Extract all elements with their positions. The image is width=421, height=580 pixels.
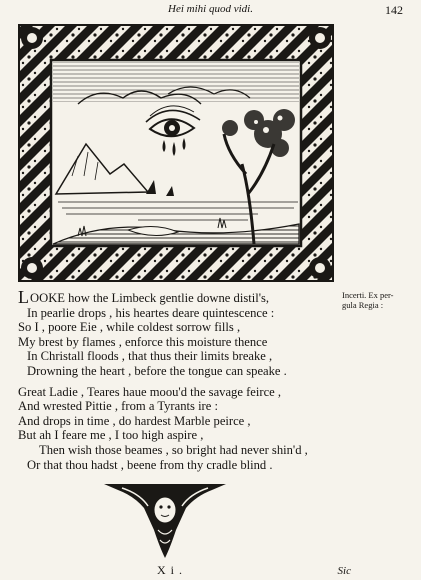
poem-line: My brest by flames , enforce this moisture thence [18, 334, 268, 349]
poem-line: But ah I feare me , I too high aspire , [18, 428, 204, 443]
poem-line: In Christall floods , that thus their limits breake , [27, 349, 273, 364]
marginal-note [342, 290, 412, 310]
marginal-note-line: gula Regia : [342, 300, 384, 310]
poem-line: Great Ladie , Teares haue moou'd the savage feirce , [18, 384, 282, 399]
running-title: Hei mihi quod vidi. [168, 3, 253, 15]
woodcut-weeping-eye-illustration [18, 24, 334, 282]
poem-line [18, 287, 338, 307]
emblem-woodcut [18, 24, 334, 282]
ornamental-tailpiece-icon [100, 478, 230, 560]
poem-line: So I , poore Eie , while coldest sorrow fills , [18, 320, 241, 335]
drop-capital: L [18, 287, 29, 307]
poem-line: Or that thou hadst , beene from thy cradle blind . [27, 457, 273, 472]
poem-line: In pearlie drops , his heartes deare quintescence : [27, 305, 275, 320]
poem-line: Drowning the heart , before the tongue can speake . [27, 363, 287, 378]
signature-mark: X i . [157, 563, 183, 577]
poem [18, 287, 338, 478]
page-number: 142 [385, 3, 403, 17]
tailpiece-ornament [100, 478, 230, 560]
marginal-note-line: Incerti. Ex per- [342, 290, 394, 300]
catchword: Sic [337, 565, 351, 577]
poem-line: And wrested Pittie , from a Tyrants ire : [18, 399, 218, 414]
stanza-1 [18, 287, 338, 379]
poem-line: Then wish those beames , so bright had never shin'd , [39, 442, 308, 457]
stanza-2 [18, 385, 338, 473]
poem-line-text: OOKE how the Limbeck gentlie downe distil's, [30, 291, 270, 305]
poem-line: And drops in time , do hardest Marble peirce , [18, 413, 251, 428]
